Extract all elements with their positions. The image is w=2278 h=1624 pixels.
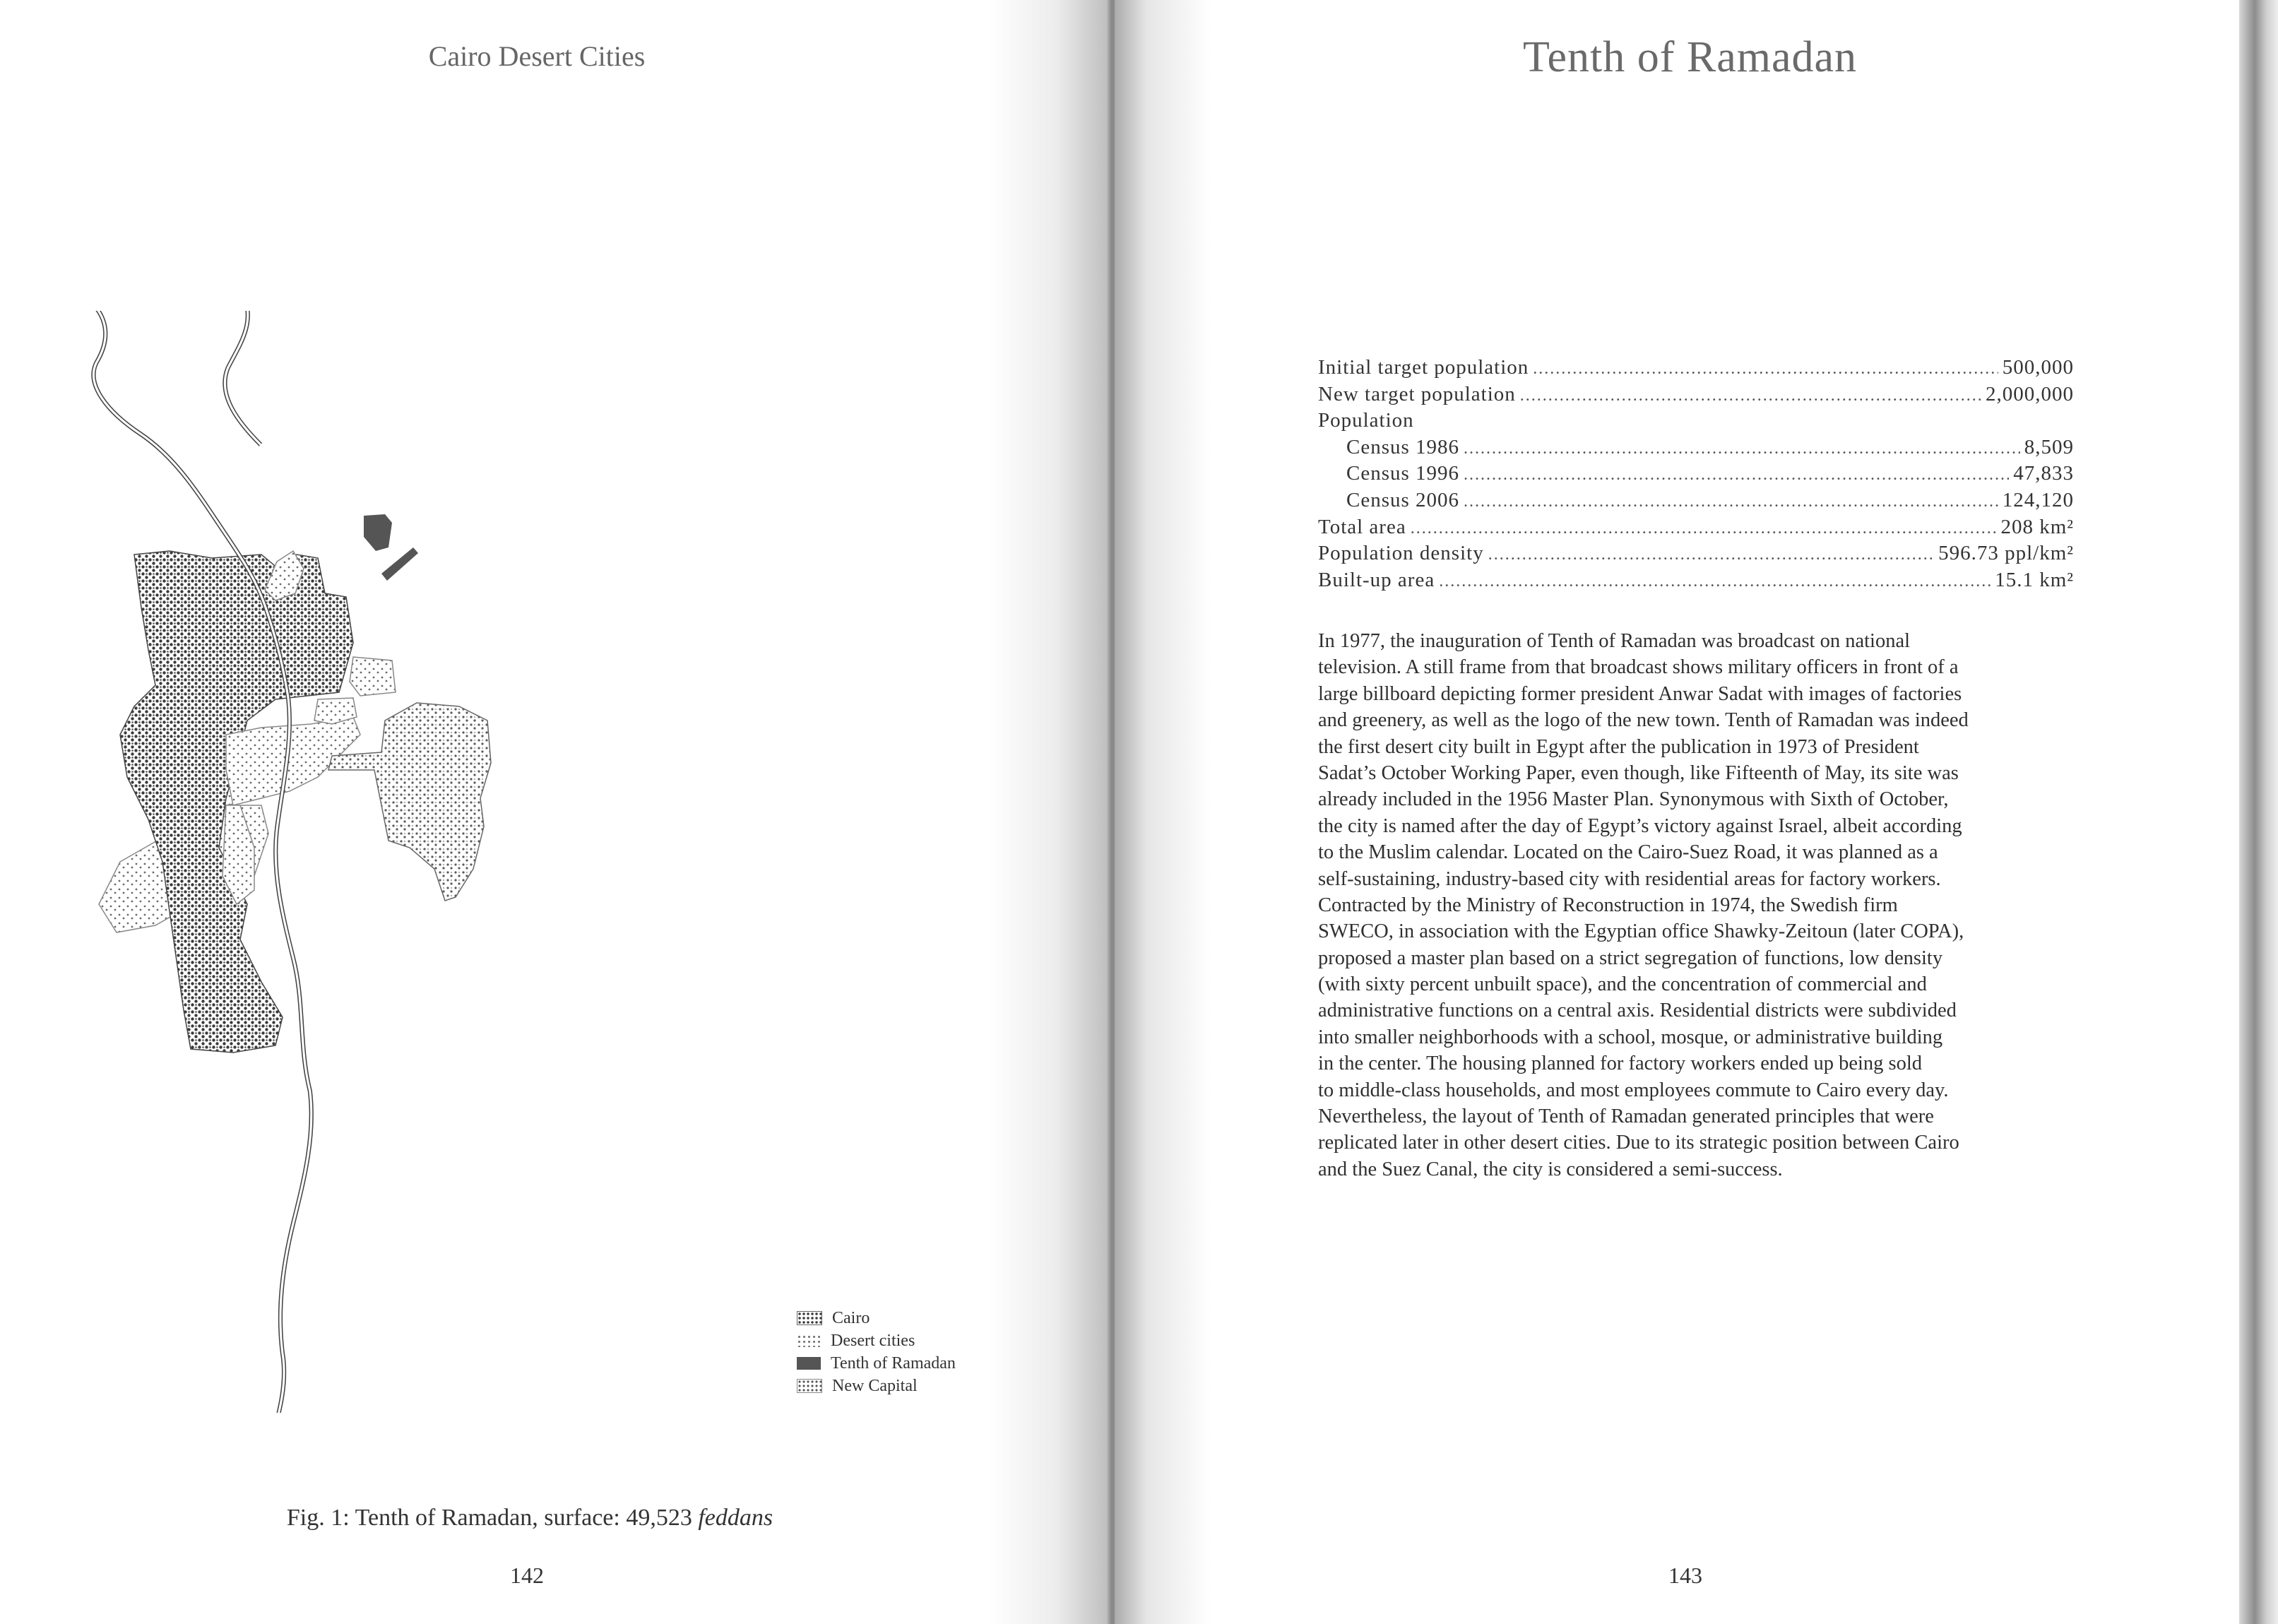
stat-row [1318, 409, 2074, 436]
body-line: to the Muslim calendar. Located on the Cairo-Suez Road, it was planned as a [1318, 841, 1938, 864]
body-line: replicated later in other desert cities. Due to its strategic position between Cairo [1318, 1132, 1959, 1154]
gutter-shadow-right [1113, 0, 1211, 1624]
page-title: Tenth of Ramadan [1522, 33, 1858, 81]
page-number-right: 143 [1668, 1563, 1702, 1588]
stat-label: Census 2006 [1346, 488, 1460, 511]
legend-item-desert-cities [797, 1329, 956, 1352]
legend-swatch-tenth [797, 1357, 821, 1370]
map-figure [49, 311, 1024, 1413]
stat-label: Census 1996 [1346, 462, 1460, 485]
figure-caption [0, 1505, 1060, 1531]
body-line: Nevertheless, the layout of Tenth of Ramadan generated principles that were [1318, 1106, 1934, 1128]
stat-value: 2,000,000 [1986, 382, 2074, 405]
stat-label: Total area [1318, 515, 1406, 538]
body-line: to middle-class households, and most employees commute to Cairo every day. [1318, 1079, 1949, 1101]
stat-label: New target population [1318, 382, 1516, 405]
stat-value: 8,509 [2024, 435, 2074, 458]
legend-label-tenth-of-ramadan: Tenth of Ramadan [831, 1353, 956, 1373]
stat-row [1318, 489, 2074, 516]
desert-city-badr [350, 657, 396, 696]
body-line: SWECO, in association with the Egyptian office Shawky-Zeitoun (later COPA), [1318, 920, 1964, 943]
leader-dots [1464, 439, 2020, 458]
page-edge-right [2239, 0, 2278, 1624]
stat-label: Built-up area [1318, 568, 1435, 591]
stat-row [1318, 436, 2074, 463]
body-line: In 1977, the inauguration of Tenth of Ramadan was broadcast on national [1318, 630, 1911, 652]
legend-item-new-capital [797, 1375, 956, 1397]
body-line: already included in the 1956 Master Plan. Synonymous with Sixth of October, [1318, 788, 1949, 811]
body-line: Sadat’s October Working Paper, even though, like Fifteenth of May, its site was [1318, 761, 1959, 784]
leader-dots [1464, 492, 1998, 511]
legend-label-cairo: Cairo [832, 1308, 870, 1327]
leader-dots [1520, 386, 1981, 405]
stat-row [1318, 383, 2074, 410]
leader-dots [1464, 466, 2009, 485]
gutter-shadow-left [989, 0, 1113, 1624]
body-line: and greenery, as well as the logo of the new town. Tenth of Ramadan was indeed [1318, 709, 1969, 732]
caption-unit: feddans [698, 1505, 773, 1531]
body-line: self-sustaining, industry-based city with residential areas for factory workers. [1318, 867, 1941, 890]
leader-dots [1439, 572, 1991, 591]
body-line: large billboard depicting former president Anwar Sadat with images of factories [1318, 682, 1962, 705]
book-spine-line [1111, 0, 1115, 1624]
body-line: and the Suez Canal, the city is considered a semi-success. [1318, 1158, 1783, 1180]
body-line: (with sixty percent unbuilt space), and the concentration of commercial and [1318, 973, 1927, 996]
page-number-left: 142 [510, 1563, 544, 1588]
stat-value: 500,000 [2002, 356, 2074, 379]
body-line: into smaller neighborhoods with a school, mosque, or administrative building [1318, 1026, 1943, 1048]
legend-swatch-new-capital [797, 1379, 822, 1393]
caption-text: Fig. 1: Tenth of Ramadan, surface: 49,523 [286, 1505, 699, 1531]
legend-item-cairo [797, 1307, 956, 1329]
stat-label: Initial target population [1318, 356, 1529, 379]
running-head: Cairo Desert Cities [428, 40, 646, 72]
cairo-desert-cities-map [49, 311, 1024, 1413]
stat-row [1318, 462, 2074, 489]
stat-label: Population [1318, 409, 1414, 432]
body-line: proposed a master plan based on a strict segregation of functions, low density [1318, 947, 1943, 969]
body-line: in the center. The housing planned for factory workers ended up being sold [1318, 1053, 1923, 1075]
stat-label: Census 1986 [1346, 435, 1460, 458]
tenth-of-ramadan-area [364, 514, 392, 551]
leader-dots [1411, 519, 1997, 538]
legend-label-new-capital: New Capital [832, 1376, 918, 1395]
stats-table [1318, 356, 2074, 595]
tenth-of-ramadan-axis [381, 547, 418, 581]
stat-value: 124,120 [2002, 488, 2074, 511]
body-line: television. A still frame from that broadcast shows military officers in front of a [1318, 656, 1959, 679]
legend-label-desert-cities: Desert cities [831, 1331, 915, 1350]
nile-branch [225, 311, 279, 445]
stat-row [1318, 542, 2074, 569]
legend-swatch-desert [797, 1334, 821, 1347]
body-line: administrative functions on a central axis. Residential districts were subdivided [1318, 1000, 1957, 1022]
stat-value: 15.1 km² [1995, 568, 2074, 591]
body-line: Contracted by the Ministry of Reconstruction in 1974, the Swedish firm [1318, 894, 1898, 916]
stat-value: 208 km² [2000, 515, 2074, 538]
stat-row [1318, 569, 2074, 595]
legend-swatch-cairo [797, 1311, 822, 1325]
body-line: the city is named after the day of Egypt’s victory against Israel, albeit according [1318, 814, 1962, 837]
leader-dots [1488, 545, 1934, 564]
map-legend [797, 1307, 956, 1397]
body-paragraph [1318, 628, 2081, 1183]
stat-row [1318, 516, 2074, 543]
stat-label: Population density [1318, 542, 1484, 565]
leader-dots [1533, 360, 1998, 379]
legend-item-tenth-of-ramadan [797, 1352, 956, 1375]
stat-row [1318, 356, 2074, 383]
stat-value: 47,833 [2013, 462, 2074, 485]
body-line: the first desert city built in Egypt after the publication in 1973 of President [1318, 735, 1919, 758]
stat-value: 596.73 ppl/km² [1938, 542, 2074, 565]
